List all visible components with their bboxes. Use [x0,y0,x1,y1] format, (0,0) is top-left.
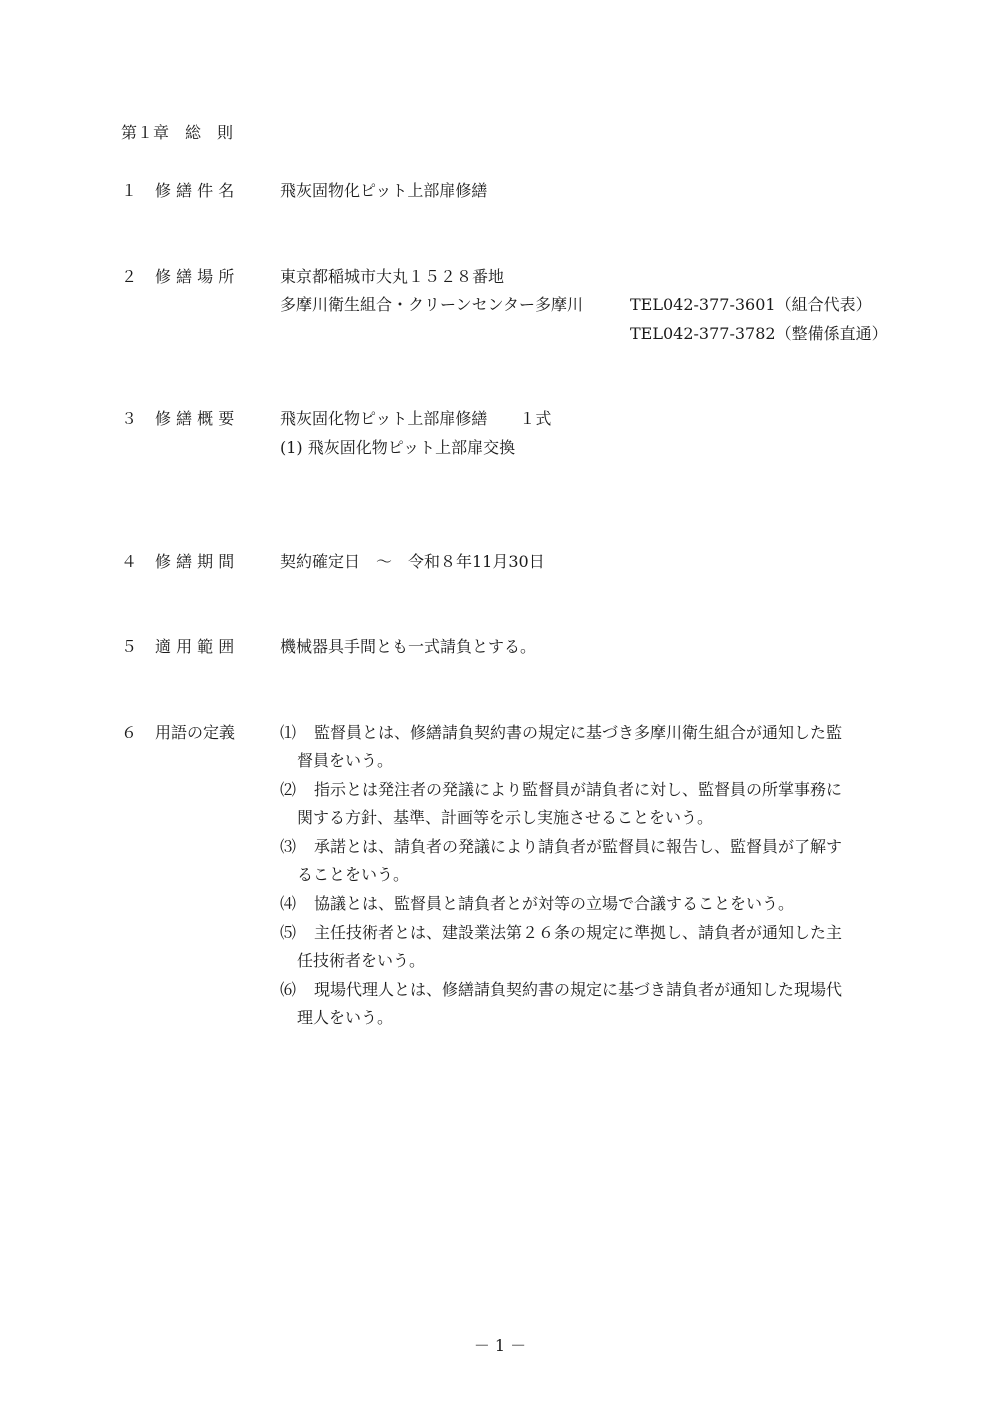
definition-text-cont: 任技術者をいう。 [297,951,426,970]
definition-text: 承諾とは、請負者の発議により請負者が監督員に報告し、監督員が了解す [314,837,843,856]
repair-name: 飛灰固物化ピット上部扉修繕 [280,181,488,200]
section-number: ２ [121,267,138,286]
tel-main: TEL042-377-3601（組合代表） [630,295,872,314]
repair-period: 契約確定日 ～ 令和８年11月30日 [280,552,545,571]
section-label: 適 用 範 囲 [155,637,235,656]
section-number: １ [121,181,138,200]
definition-text-cont: ることをいう。 [297,865,410,884]
section-number: ６ [121,723,138,742]
scope: 機械器具手間とも一式請負とする。 [280,637,537,656]
repair-overview-item: (1) 飛灰固化物ピット上部扉交換 [280,438,516,457]
definition-text: 現場代理人とは、修繕請負契約書の規定に基づき請負者が通知した現場代 [314,980,843,999]
section-label: 修 繕 概 要 [155,409,235,428]
section-number: ４ [121,552,138,571]
repair-overview: 飛灰固化物ピット上部扉修繕 １式 [280,409,552,428]
definition-text-cont: 理人をいう。 [297,1008,394,1027]
section-label: 修 繕 場 所 [155,267,235,286]
chapter-title: 第１章 総 則 [121,123,234,142]
definition-marker: ⑵ [280,780,297,799]
definition-marker: ⑶ [280,837,297,856]
definition-marker: ⑸ [280,923,297,942]
definition-marker: ⑹ [280,980,297,999]
definition-text-cont: 関する方針、基準、計画等を示し実施させることをいう。 [297,808,714,827]
definition-text-cont: 督員をいう。 [297,751,394,770]
definition-text: 指示とは発注者の発議により監督員が請負者に対し、監督員の所掌事務に [314,780,843,799]
definition-text: 主任技術者とは、建設業法第２６条の規定に準拠し、請負者が通知した主 [314,923,843,942]
page-number: － 1 － [473,1336,527,1355]
section-label: 修 繕 件 名 [155,181,235,200]
section-label: 修 繕 期 間 [155,552,235,571]
section-label: 用語の定義 [155,723,236,742]
section-number: ３ [121,409,138,428]
section-number: ５ [121,637,138,656]
definition-marker: ⑷ [280,894,297,913]
repair-address: 東京都稲城市大丸１５２８番地 [280,267,505,286]
definition-text: 協議とは、監督員と請負者とが対等の立場で合議することをいう。 [314,894,795,913]
facility-name: 多摩川衛生組合・クリーンセンター多摩川 [280,295,584,314]
definition-marker: ⑴ [280,723,297,742]
tel-direct: TEL042-377-3782（整備係直通） [630,324,888,343]
definition-text: 監督員とは、修繕請負契約書の規定に基づき多摩川衛生組合が通知した監 [314,723,843,742]
